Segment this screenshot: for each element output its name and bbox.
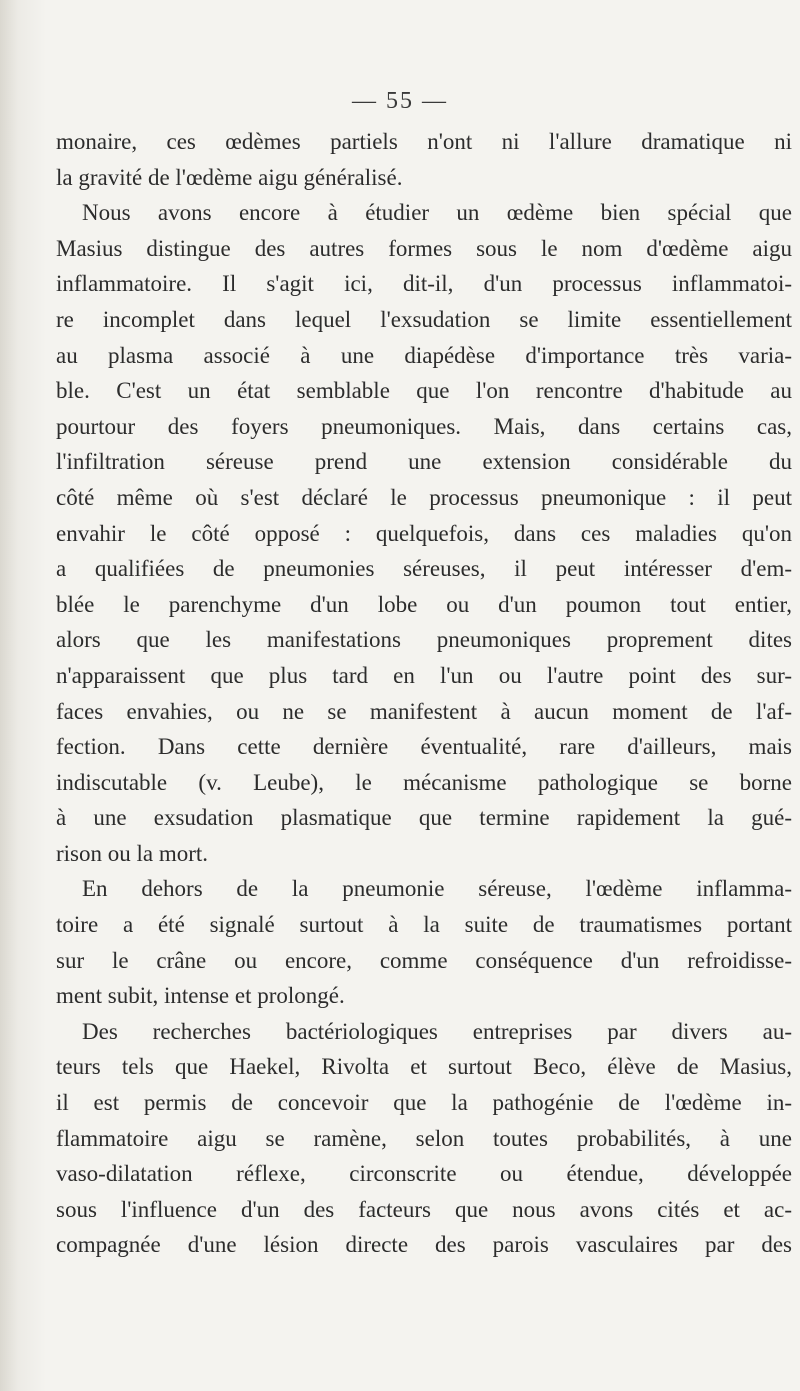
- text-line: faces envahies, ou ne se manifestent à aucun moment de l'af-: [56, 698, 792, 724]
- text-line: teurs tels que Haekel, Rivolta et surtout Beco, élève de Masius,: [56, 1054, 792, 1080]
- text-line: re incomplet dans lequel l'exsudation se limite essentiellement: [56, 306, 792, 332]
- text-line: indiscutable (v. Leube), le mécanisme pathologique se borne: [56, 769, 792, 795]
- text-line: vaso-dilatation réflexe, circonscrite ou étendue, développée: [56, 1161, 792, 1187]
- text-line: la gravité de l'œdème aigu généralisé.: [56, 164, 403, 190]
- body-text: [56, 124, 792, 1263]
- text-line: a qualifiées de pneumonies séreuses, il peut intéresser d'em-: [56, 556, 792, 582]
- text-line: alors que les manifestations pneumoniques proprement dites: [56, 627, 792, 653]
- text-line: envahir le côté opposé : quelquefois, dans ces maladies qu'on: [56, 520, 792, 546]
- text-line: Masius distingue des autres formes sous le nom d'œdème aigu: [56, 235, 792, 261]
- text-line: fection. Dans cette dernière éventualité, rare d'ailleurs, mais: [56, 734, 792, 760]
- text-line: Nous avons encore à étudier un œdème bien spécial que: [82, 200, 792, 226]
- text-line: l'infiltration séreuse prend une extension considérable du: [56, 449, 792, 475]
- text-line: au plasma associé à une diapédèse d'importance très varia-: [56, 342, 792, 368]
- text-line: sur le crâne ou encore, comme conséquence d'un refroidisse-: [56, 947, 792, 973]
- text-line: ble. C'est un état semblable que l'on rencontre d'habitude au: [56, 378, 792, 404]
- text-line: flammatoire aigu se ramène, selon toutes probabilités, à une: [56, 1125, 792, 1151]
- text-line: rison ou la mort.: [56, 840, 209, 866]
- text-line: blée le parenchyme d'un lobe ou d'un poumon tout entier,: [56, 591, 792, 617]
- text-line: inflammatoire. Il s'agit ici, dit-il, d'un processus inflammatoi-: [56, 271, 792, 297]
- text-line: pourtour des foyers pneumoniques. Mais, dans certains cas,: [56, 413, 792, 439]
- text-line: toire a été signalé surtout à la suite de traumatismes portant: [56, 912, 792, 938]
- text-line: En dehors de la pneumonie séreuse, l'œdème inflamma-: [82, 876, 792, 902]
- text-line: il est permis de concevoir que la pathogénie de l'œdème in-: [56, 1090, 792, 1116]
- text-line: Des recherches bactériologiques entreprises par divers au-: [82, 1018, 792, 1044]
- text-line: côté même où s'est déclaré le processus pneumonique : il peut: [56, 484, 792, 510]
- text-line: sous l'influence d'un des facteurs que nous avons cités et ac-: [56, 1196, 792, 1222]
- text-line: à une exsudation plasmatique que termine rapidement la gué-: [56, 805, 792, 831]
- text-line: compagnée d'une lésion directe des parois vasculaires par des: [56, 1232, 792, 1258]
- text-line: ment subit, intense et prolongé.: [56, 983, 345, 1009]
- page-number: — 55 —: [352, 88, 448, 114]
- text-line: monaire, ces œdèmes partiels n'ont ni l'allure dramatique ni: [56, 129, 792, 154]
- text-line: n'apparaissent que plus tard en l'un ou l'autre point des sur-: [56, 662, 792, 688]
